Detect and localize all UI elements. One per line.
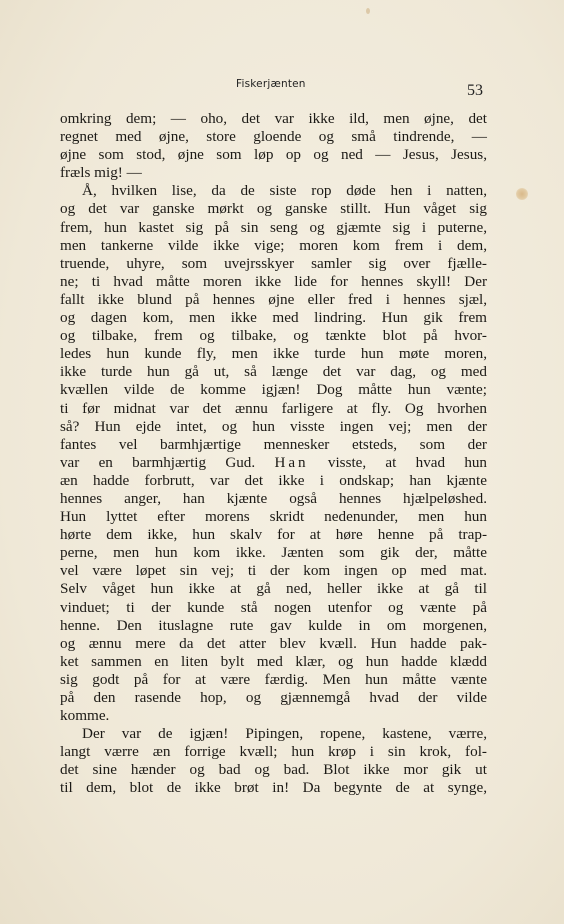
text-line: Hun lyttet efter morens skridt nedenunder, men hun xyxy=(60,508,487,526)
page-number: 53 xyxy=(467,82,483,99)
text-line: fallt ikke blund på hennes øjne eller fred i hennes sjæl, xyxy=(60,290,487,308)
running-head xyxy=(0,78,564,98)
text-line: på den rasende hop, og gjænnemgå hvad der vilde xyxy=(60,689,487,706)
text-line: komme. xyxy=(60,707,110,725)
text-line: fræls mig! — xyxy=(60,164,142,182)
text-line: henne. Den ituslagne rute gav kulde in om morgenen, xyxy=(60,616,487,634)
text-line: ikke turde hun gå ut, så længe det var dag, og med xyxy=(60,363,487,381)
text-line: og tilbake, frem og tilbake, og tænkte blot på hvor- xyxy=(60,327,487,345)
text-line: hørte dem ikke, hun skalv for at høre henne på trap- xyxy=(60,526,487,544)
text-line: truende, uhyre, som uvejrsskyer samler sig over fjælle- xyxy=(60,254,487,272)
paper-stain xyxy=(366,8,370,14)
text-line: kvællen vilde de komme igjæn! Dog måtte hun vænte; xyxy=(60,381,487,399)
paper-stain xyxy=(516,188,528,200)
text-line: så? Hun ejde intet, og hun visste ingen vej; men der xyxy=(60,417,487,435)
text-line: vel være løpet sin vej; ti der kom ingen op med mat. xyxy=(60,562,487,580)
emphasis-word: Han xyxy=(274,454,309,471)
text-line: og ænnu mere da det atter blev kvæll. Hun hadde pak- xyxy=(60,634,487,652)
text-line: og det var ganske mørkt og ganske stillt. Hun våget sig xyxy=(60,200,487,218)
text-line: perne, men hun kom ikke. Jænten som gik der, måtte xyxy=(60,544,487,562)
text-line: Der var de igjæn! Pipingen, ropene, kastene, værre, xyxy=(82,725,487,743)
text-line: ledes hun kunde fly, men ikke turde hun møte moren, xyxy=(60,345,487,363)
text-line: Selv våget hun ikke at gå ned, heller ikke at gå til xyxy=(60,580,487,598)
text-line: regnet med øjne, store gloende og små tindrende, — xyxy=(60,128,487,146)
text-line: omkring dem; — oho, det var ikke ild, men øjne, det xyxy=(60,110,487,127)
text-line: men tankerne vilde ikke vige; moren kom frem i dem, xyxy=(60,236,487,254)
text-line: og dagen kom, men ikke med lindring. Hun gik frem xyxy=(60,309,487,327)
text-line: var en barmhjærtig Gud. Han visste, at hvad hun xyxy=(60,454,487,471)
text-line: til dem, blot de ikke brøt in! Da begynte de at synge, xyxy=(60,779,487,797)
text-line: frem, hun kastet sig på sin seng og gjæmte sig i puterne, xyxy=(60,218,487,236)
text-line: ne; ti hvad måtte moren ikke lide for hennes skyll! Der xyxy=(60,272,487,290)
text-line: langt værre æn forrige kvæll; hun krøp i sin krok, fol- xyxy=(60,743,487,761)
text-line: det sine hænder og bad og bad. Blot ikke mor gik ut xyxy=(60,761,487,779)
text-line: vinduet; ti der kunde stå nogen utenfor og vænte på xyxy=(60,598,487,616)
text-line: Å, hvilken lise, da de siste rop døde hen i natten, xyxy=(82,182,487,200)
text-line: sig godt på for at være færdig. Men hun måtte vænte xyxy=(60,670,487,688)
body-text xyxy=(60,110,487,798)
text-line: øjne som stod, øjne som løp op og ned — Jesus, Jesus, xyxy=(60,146,487,164)
text-line: fantes vel barmhjærtige mennesker etsteds, som der xyxy=(60,435,487,453)
text-line: ti før midnat var det ænnu farligere at fly. Og hvorhen xyxy=(60,399,487,417)
text-line: æn hadde forbrutt, var det ikke i ondskap; han kjænte xyxy=(60,471,487,489)
text-line: ket sammen en liten bylt med klær, og hun hadde klædd xyxy=(60,652,487,670)
text-line: hennes anger, han kjænte også hennes hjælpeløshed. xyxy=(60,489,487,507)
running-title: Fiskerjænten xyxy=(236,78,306,90)
